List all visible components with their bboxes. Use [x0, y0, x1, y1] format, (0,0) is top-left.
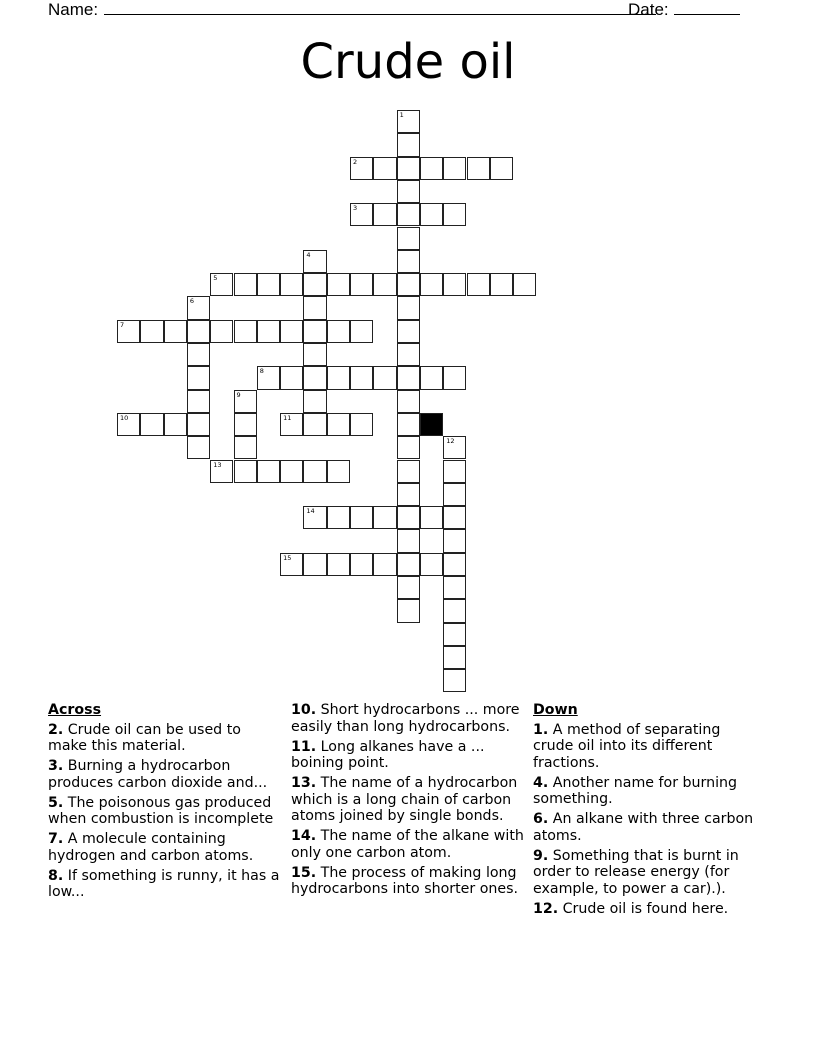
- page-title: Crude oil: [300, 34, 516, 90]
- clue-number: 10: [120, 413, 129, 422]
- grid-cell[interactable]: [303, 413, 326, 436]
- grid-cell[interactable]: [327, 366, 350, 389]
- grid-cell[interactable]: [234, 413, 257, 436]
- grid-cell[interactable]: [303, 320, 326, 343]
- grid-cell[interactable]: [490, 273, 513, 296]
- clue-item-number: 1.: [533, 721, 549, 738]
- grid-cell[interactable]: [303, 390, 326, 413]
- clue-item-text: Burning a hydrocarbon produces carbon dioxide and...: [48, 758, 268, 791]
- clue-item-number: 9.: [533, 847, 549, 864]
- grid-cell[interactable]: [303, 343, 326, 366]
- grid-cell[interactable]: [303, 506, 326, 529]
- clue-number: 14: [306, 507, 315, 516]
- grid-cell[interactable]: [443, 623, 466, 646]
- grid-cell[interactable]: [280, 273, 303, 296]
- clue-number: 12: [446, 437, 455, 446]
- grid-cell[interactable]: [280, 413, 303, 436]
- clue-item-number: 6.: [533, 811, 549, 827]
- clue-item: [48, 831, 284, 864]
- grid-cell[interactable]: [373, 553, 396, 576]
- clue-item: [291, 828, 527, 861]
- clue-item: [291, 775, 527, 825]
- clue-item-number: 3.: [48, 758, 64, 774]
- grid-cell[interactable]: [397, 227, 420, 250]
- clue-item-text: The process of making long hydrocarbons into shorter ones.: [291, 864, 519, 897]
- clue-item-text: The poisonous gas produced when combustion is incomplete: [48, 794, 274, 827]
- grid-cell[interactable]: [280, 460, 303, 483]
- clue-item: [48, 795, 284, 828]
- grid-cell[interactable]: [443, 436, 466, 459]
- grid-cell[interactable]: [397, 250, 420, 273]
- grid-cell[interactable]: [397, 436, 420, 459]
- grid-cell[interactable]: [490, 157, 513, 180]
- grid-cell[interactable]: [397, 320, 420, 343]
- grid-cell[interactable]: [443, 273, 466, 296]
- grid-cell[interactable]: [397, 529, 420, 552]
- grid-cell[interactable]: [187, 390, 210, 413]
- grid-cell[interactable]: [140, 320, 163, 343]
- grid-cell[interactable]: [397, 366, 420, 389]
- grid-cell[interactable]: [397, 390, 420, 413]
- grid-cell[interactable]: [210, 273, 233, 296]
- grid-cell[interactable]: [373, 203, 396, 226]
- grid-cell[interactable]: [234, 320, 257, 343]
- clue-item-number: 12.: [533, 900, 559, 917]
- grid-cell[interactable]: [420, 273, 443, 296]
- grid-cell[interactable]: [397, 599, 420, 622]
- clue-number: 3: [353, 204, 358, 213]
- grid-cell[interactable]: [327, 320, 350, 343]
- grid-cell[interactable]: [303, 366, 326, 389]
- grid-cell[interactable]: [350, 553, 373, 576]
- grid-cell[interactable]: [280, 366, 303, 389]
- clue-item-number: 2.: [48, 721, 64, 738]
- across-clues-column: [48, 702, 284, 904]
- grid-cell[interactable]: [420, 203, 443, 226]
- clue-item-number: 8.: [48, 867, 64, 884]
- grid-cell[interactable]: [397, 483, 420, 506]
- across-heading: Across: [48, 702, 102, 718]
- clue-item-text: A method of separating crude oil into its different fractions.: [533, 721, 721, 771]
- grid-cell[interactable]: [234, 390, 257, 413]
- name-label: Name:: [48, 0, 99, 19]
- clue-item: [533, 901, 763, 918]
- grid-cell[interactable]: [397, 203, 420, 226]
- across-clue-list-2: [291, 702, 527, 898]
- grid-cell[interactable]: [257, 320, 280, 343]
- grid-cell[interactable]: [420, 157, 443, 180]
- grid-cell[interactable]: [397, 273, 420, 296]
- grid-cell[interactable]: [420, 366, 443, 389]
- grid-cell[interactable]: [327, 413, 350, 436]
- clue-item: [48, 868, 284, 901]
- grid-cell[interactable]: [350, 157, 373, 180]
- grid-cell[interactable]: [397, 553, 420, 576]
- grid-cell[interactable]: [350, 273, 373, 296]
- grid-cell[interactable]: [443, 460, 466, 483]
- grid-cell[interactable]: [303, 296, 326, 319]
- down-clue-list: [533, 722, 763, 918]
- clue-number: 5: [213, 274, 218, 283]
- grid-cell[interactable]: [397, 343, 420, 366]
- grid-cell[interactable]: [467, 273, 490, 296]
- grid-cell[interactable]: [187, 343, 210, 366]
- grid-cell[interactable]: [257, 273, 280, 296]
- grid-cell[interactable]: [303, 553, 326, 576]
- grid-cell[interactable]: [187, 413, 210, 436]
- grid-cell[interactable]: [397, 460, 420, 483]
- clue-number: 13: [213, 460, 222, 469]
- clue-number: 7: [120, 320, 125, 329]
- grid-cell[interactable]: [443, 599, 466, 622]
- grid-cell[interactable]: [210, 320, 233, 343]
- clue-item-number: 7.: [48, 831, 64, 847]
- grid-cell[interactable]: [443, 669, 466, 692]
- clue-item: [48, 758, 284, 791]
- clue-item: [533, 775, 763, 808]
- clue-item-text: An alkane with three carbon atoms.: [533, 811, 754, 844]
- clue-item-number: 15.: [291, 864, 317, 881]
- grid-cell[interactable]: [397, 157, 420, 180]
- clue-item: [533, 722, 763, 772]
- grid-cell[interactable]: [117, 413, 140, 436]
- grid-cell[interactable]: [164, 413, 187, 436]
- clue-number: 4: [306, 250, 311, 259]
- date-label: Date:: [628, 0, 669, 19]
- grid-cell[interactable]: [350, 203, 373, 226]
- grid-cell[interactable]: [234, 273, 257, 296]
- grid-cell[interactable]: [397, 133, 420, 156]
- grid-cell[interactable]: [350, 320, 373, 343]
- grid-cell[interactable]: [350, 413, 373, 436]
- clue-item-text: Short hydrocarbons ... more easily than long hydrocarbons.: [291, 702, 520, 735]
- grid-cell[interactable]: [234, 460, 257, 483]
- grid-cell[interactable]: [397, 576, 420, 599]
- grid-cell[interactable]: [397, 296, 420, 319]
- clue-item-number: 13.: [291, 775, 317, 791]
- clue-item-text: A molecule containing hydrogen and carbon atoms.: [48, 831, 254, 864]
- grid-cell[interactable]: [303, 460, 326, 483]
- grid-cell[interactable]: [187, 436, 210, 459]
- clue-item-number: 10.: [291, 702, 317, 718]
- grid-cell[interactable]: [443, 529, 466, 552]
- across-clues-column-2: [291, 702, 527, 901]
- clue-item: [533, 811, 763, 844]
- grid-cell[interactable]: [117, 320, 140, 343]
- grid-cell[interactable]: [187, 366, 210, 389]
- grid-cell[interactable]: [443, 576, 466, 599]
- grid-cell[interactable]: [420, 506, 443, 529]
- grid-cell[interactable]: [513, 273, 536, 296]
- grid-cell[interactable]: [210, 460, 233, 483]
- clue-item-number: 4.: [533, 774, 549, 791]
- clue-number: 1: [399, 111, 404, 119]
- grid-cell[interactable]: [373, 273, 396, 296]
- clue-item-number: 5.: [48, 794, 64, 811]
- grid-cell[interactable]: [303, 250, 326, 273]
- down-clues-column: [533, 702, 763, 921]
- grid-cell[interactable]: [187, 296, 210, 319]
- clue-item-text: Something that is burnt in order to release energy (for example, to power a car).).: [533, 847, 739, 897]
- clue-item-text: Crude oil can be used to make this material.: [48, 721, 241, 754]
- grid-cell[interactable]: [327, 553, 350, 576]
- grid-cell[interactable]: [303, 273, 326, 296]
- grid-cell[interactable]: [443, 506, 466, 529]
- clue-item: [48, 722, 284, 755]
- clue-number: 9: [236, 390, 241, 399]
- grid-cell[interactable]: [397, 413, 420, 436]
- grid-cell[interactable]: [420, 553, 443, 576]
- across-clue-list: [48, 722, 284, 901]
- clue-number: 2: [353, 157, 358, 166]
- clue-item-text: If something is runny, it has a low...: [48, 867, 280, 900]
- grid-cell[interactable]: [280, 553, 303, 576]
- grid-cell[interactable]: [140, 413, 163, 436]
- clue-item-number: 11.: [291, 738, 317, 755]
- grid-cell[interactable]: [443, 646, 466, 669]
- grid-cell[interactable]: [443, 553, 466, 576]
- clue-item: [291, 865, 527, 898]
- grid-cell[interactable]: [373, 157, 396, 180]
- grid-cell[interactable]: [350, 506, 373, 529]
- grid-cell[interactable]: [373, 366, 396, 389]
- clue-item: [291, 702, 527, 735]
- grid-cell[interactable]: [397, 506, 420, 529]
- grid-cell[interactable]: [164, 320, 187, 343]
- grid-cell[interactable]: [443, 203, 466, 226]
- clue-number: 6: [189, 297, 195, 306]
- grid-cell[interactable]: [234, 436, 257, 459]
- clue-item: [291, 739, 527, 772]
- clue-number: 11: [283, 413, 292, 422]
- clue-number: 15: [283, 553, 292, 562]
- grid-cell[interactable]: [443, 366, 466, 389]
- grid-cell[interactable]: [467, 157, 490, 180]
- grid-cell[interactable]: [397, 180, 420, 203]
- grid-cell[interactable]: [327, 460, 350, 483]
- grid-cell[interactable]: [327, 273, 350, 296]
- clue-item-text: The name of a hydrocarbon which is a long chain of carbon atoms joined by single bonds.: [291, 775, 518, 824]
- grid-cell[interactable]: [373, 506, 396, 529]
- clue-item-text: Long alkanes have a ... boining point.: [291, 738, 485, 771]
- clue-number: 8: [259, 367, 264, 376]
- grid-cell[interactable]: [280, 320, 303, 343]
- clue-item-text: The name of the alkane with only one carbon atom.: [291, 828, 524, 861]
- clue-item-number: 14.: [291, 828, 317, 844]
- grid-cell[interactable]: [327, 506, 350, 529]
- grid-cell[interactable]: [350, 366, 373, 389]
- grid-cell[interactable]: [257, 366, 280, 389]
- clue-item-text: Crude oil is found here.: [558, 900, 729, 917]
- grid-cell[interactable]: [397, 110, 420, 133]
- grid-cell[interactable]: [443, 157, 466, 180]
- down-heading: Down: [533, 702, 578, 718]
- clue-item-text: Another name for burning something.: [533, 774, 738, 807]
- black-cell: [420, 413, 443, 436]
- grid-cell[interactable]: [443, 483, 466, 506]
- grid-cell[interactable]: [257, 460, 280, 483]
- grid-cell[interactable]: [187, 320, 210, 343]
- clue-item: [533, 848, 763, 898]
